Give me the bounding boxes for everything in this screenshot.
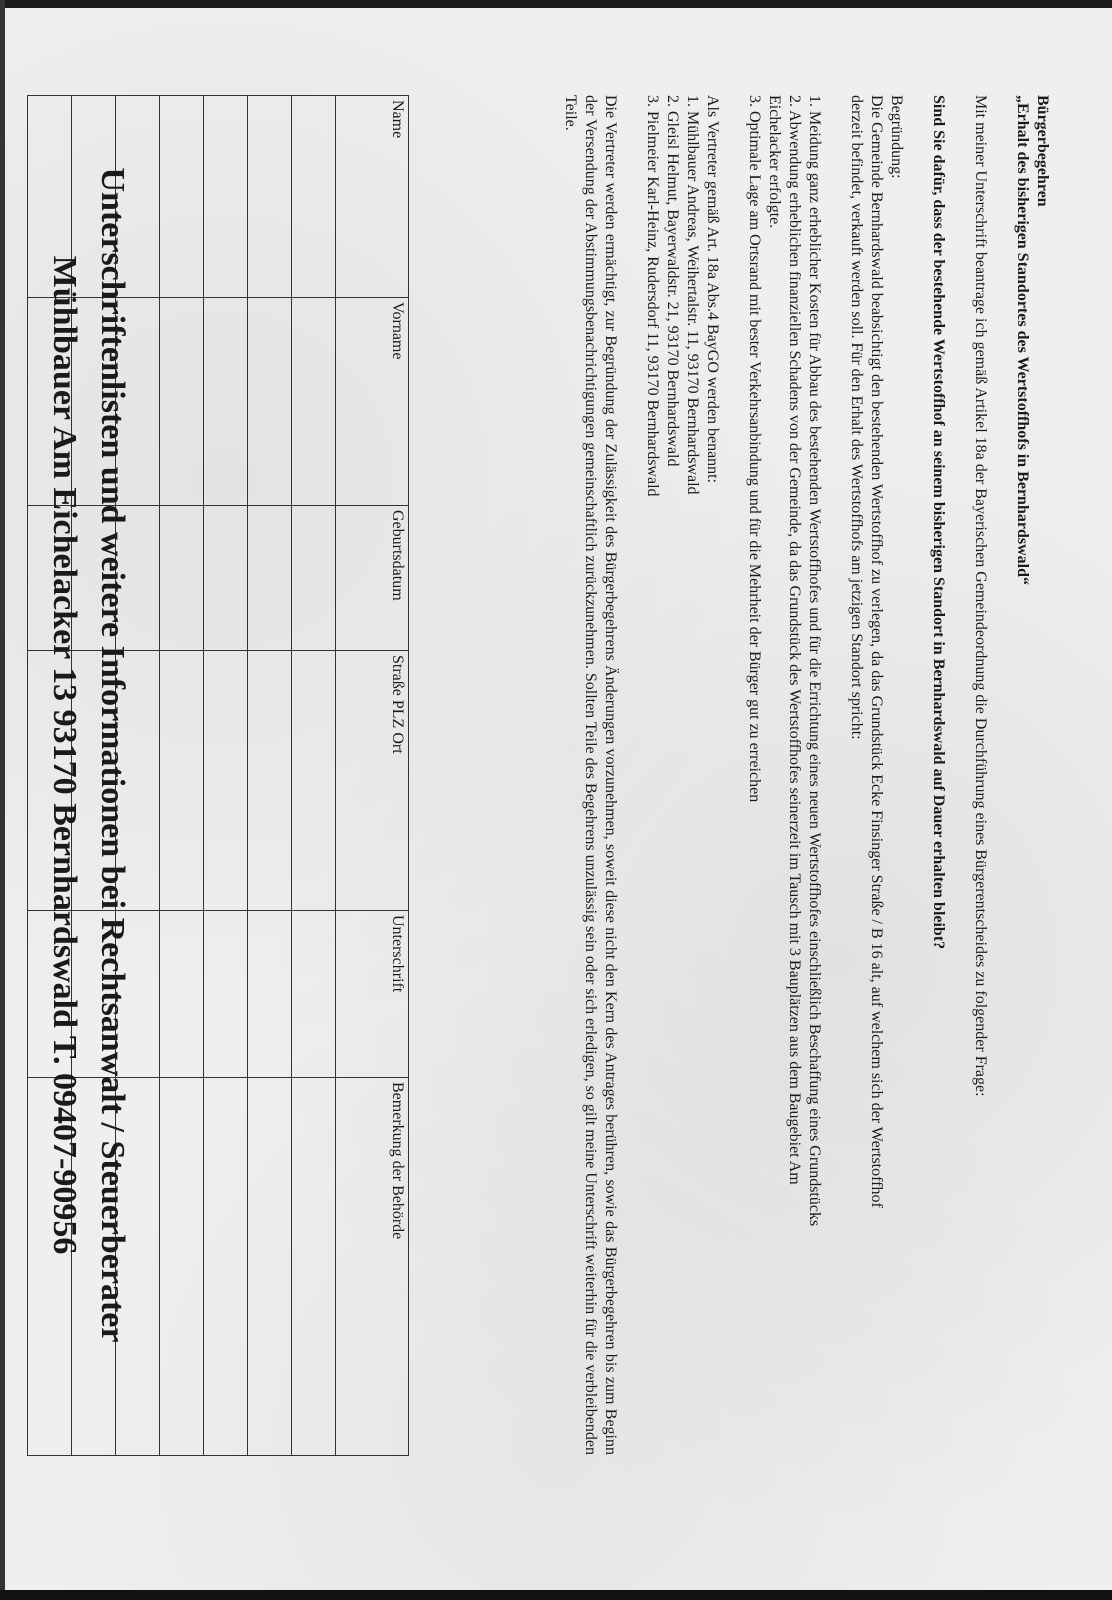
reason-label: Begründung: (888, 95, 905, 179)
signature-cell[interactable] (160, 651, 204, 911)
table-row (160, 96, 204, 1456)
header-name: Name (336, 96, 409, 298)
signature-cell[interactable] (160, 1078, 204, 1456)
footer-line-2: Mühlbauer Am Eichelacker 13 93170 Bernhardswald T. 09407-90956 (46, 255, 83, 1255)
header-strasse-plz-ort: Straße PLZ Ort (336, 651, 409, 911)
signature-cell[interactable] (248, 911, 292, 1078)
scan-edge-left (0, 0, 5, 1600)
reason-line-2: derzeit befindet, verkauft werden soll. Für den Erhalt des Wertstoffhofs am jetzigen Standort spricht: (848, 95, 865, 740)
header-geburtsdatum: Geburtsdatum (336, 506, 409, 651)
signature-cell[interactable] (204, 96, 248, 298)
signature-cell[interactable] (248, 651, 292, 911)
point-2: 2. Abwendung erheblichen finanziellen Schadens von der Gemeinde, da das Grundstück des Wertstoffhofes seinerzeit im Tausch mit 3 Bauplätzen aus dem Baugebiet Am (786, 95, 803, 1185)
point-3: 3. Optimale Lage am Ortsrand mit bester Verkehrsanbindung und für die Mehrheit der Bürger gut zu erreichen (746, 95, 763, 803)
signature-cell[interactable] (248, 298, 292, 506)
signature-cell[interactable] (160, 911, 204, 1078)
intro-text: Mit meiner Unterschrift beantrage ich gemäß Artikel 18a der Bayerischen Gemeindeordnung die Durchführung eines Bürgerentscheides zu folgender Frage: (972, 95, 989, 1097)
signature-cell[interactable] (204, 506, 248, 651)
representative-3: 3. Pielmeier Karl-Heinz, Rudersdorf 11, 93170 Bernhardswald (644, 95, 661, 497)
signature-cell[interactable] (204, 911, 248, 1078)
signature-cell[interactable] (292, 651, 336, 911)
scan-edge-top (0, 0, 1112, 8)
signature-cell[interactable] (248, 96, 292, 298)
document-heading: Bürgerbegehren (1034, 95, 1051, 207)
document-title: „Erhalt des bisherigen Standortes des Wertstoffhofs in Bernhardswald“ (1014, 95, 1031, 585)
representative-1: 1. Mühlbauer Andreas, Weihertalstr. 11, 93170 Bernhardswald (684, 95, 701, 495)
signature-cell[interactable] (160, 96, 204, 298)
signature-cell[interactable] (292, 298, 336, 506)
question-text: Sind Sie dafür, dass der bestehende Wertstoffhof an seinem bisherigen Standort in Bernhardswald auf Dauer erhalten bleibt? (930, 95, 947, 950)
point-1: 1. Meidung ganz erheblicher Kosten für Abbau des bestehenden Wertstoffhofes und für die Errichtung eines neuen Wertstoffhofes einschließlich Beschaffung eines Grundstücks (806, 95, 823, 1227)
signature-cell[interactable] (292, 1078, 336, 1456)
table-row (248, 96, 292, 1456)
signature-cell[interactable] (204, 651, 248, 911)
signature-cell[interactable] (204, 1078, 248, 1456)
table-row (204, 96, 248, 1456)
signature-cell[interactable] (160, 506, 204, 651)
reason-line-1: Die Gemeinde Bernhardswald beabsichtigt den bestehenden Wertstoffhof zu verlegen, da das Grundstück Ecke Finsinger Straße / B 16 alt, auf welchem sich der Wertstoffhof (868, 95, 885, 1208)
header-unterschrift: Unterschrift (336, 911, 409, 1078)
point-2-continued: Eichelacker erfolgte. (766, 95, 783, 229)
signature-cell[interactable] (204, 298, 248, 506)
signature-cell[interactable] (248, 506, 292, 651)
authorization-text: Die Vertreter werden ermächtigt, zur Begründung der Zulässigkeit des Bürgerbegehrens Änderungen vorzunehmen, soweit diese nicht den Kern des Antrages berühren, sowie das Bürgerbegehren bis zum Beginn der Versendung der Abstimmungsbenachrichtigungen gemeinschaftlich zurückzunehmen. Sollten Teile des Begehrens unzulässig sein oder sich erledigen, so gilt meine Unterschrift weiterhin für die verbleibenden Teile. (562, 95, 619, 1455)
scan-edge-bottom (0, 1590, 1112, 1600)
signature-cell[interactable] (248, 1078, 292, 1456)
rotated-document (12, 95, 1052, 1575)
signature-cell[interactable] (160, 298, 204, 506)
header-vorname: Vorname (336, 298, 409, 506)
signature-table (27, 95, 409, 1456)
table-header-row (336, 96, 409, 1456)
signature-cell[interactable] (292, 96, 336, 298)
header-bemerkung: Bemerkung der Behörde (336, 1078, 409, 1456)
footer-line-1: Unterschriftenlisten und weitere Informationen bei Rechtsanwalt / Steuerberater (94, 167, 131, 1343)
representative-2: 2. Gleisl Helmut, Bayerwaldstr. 21, 93170 Bernhardswald (664, 95, 681, 467)
table-row (292, 96, 336, 1456)
signature-cell[interactable] (292, 911, 336, 1078)
representatives-label: Als Vertreter gemäß Art. 18a Abs.4 BayGO werden benannt: (704, 95, 721, 484)
signature-cell[interactable] (292, 506, 336, 651)
